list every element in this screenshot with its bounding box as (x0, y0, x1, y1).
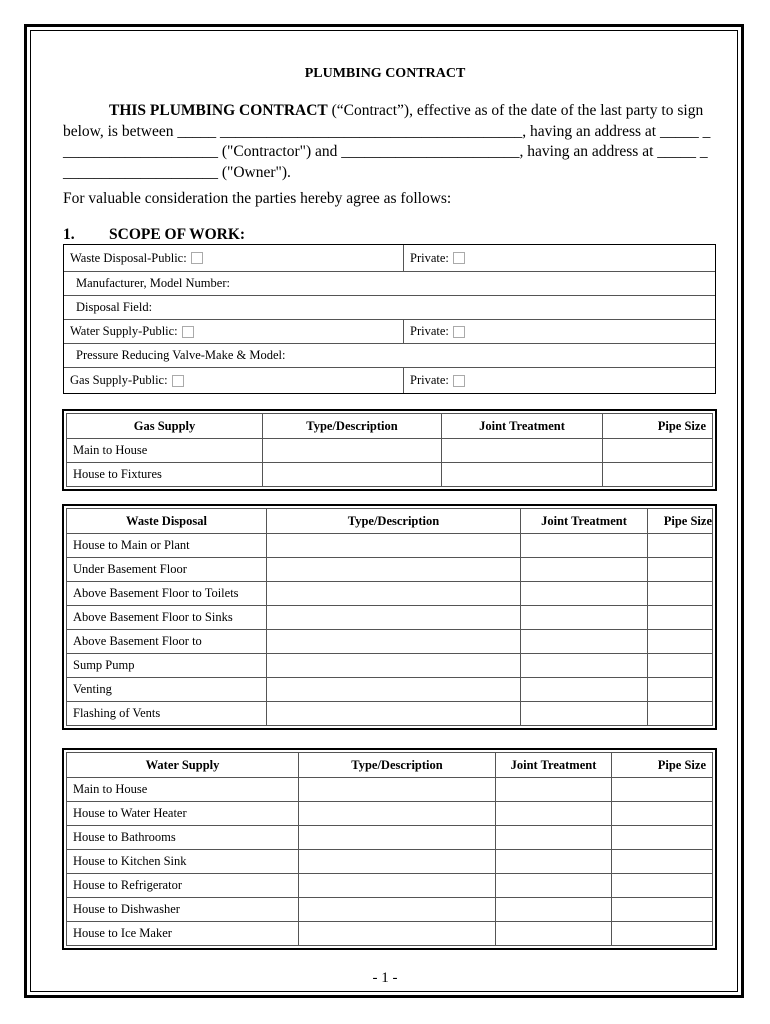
table-row (67, 463, 713, 487)
gas-row-label: House to Fixtures (67, 463, 263, 487)
water-header-category: Water Supply (67, 753, 299, 778)
disposal-field-input[interactable]: Disposal Field: (76, 300, 153, 314)
page-number: - 1 - (372, 970, 398, 986)
pipe-size-cell[interactable] (612, 850, 713, 874)
water-row-label: House to Refrigerator (67, 874, 299, 898)
type-description-cell[interactable] (267, 678, 521, 702)
type-description-cell[interactable] (263, 439, 442, 463)
type-description-cell[interactable] (267, 534, 521, 558)
table-row (67, 802, 713, 826)
table-row (67, 558, 713, 582)
joint-treatment-cell[interactable] (496, 802, 612, 826)
water-private-label: Private: (410, 324, 449, 338)
table-row (67, 630, 713, 654)
waste-private-checkbox[interactable] (453, 252, 465, 264)
type-description-cell[interactable] (299, 802, 496, 826)
water-private-checkbox[interactable] (453, 326, 465, 338)
water-public-checkbox[interactable] (182, 326, 194, 338)
water-row-label: Main to House (67, 778, 299, 802)
gas-private-label: Private: (410, 373, 449, 387)
water-row-label: House to Water Heater (67, 802, 299, 826)
joint-treatment-cell[interactable] (521, 582, 648, 606)
table-row (67, 702, 713, 726)
section-1-number: 1. (63, 226, 75, 243)
gas-row-label: Main to House (67, 439, 263, 463)
pipe-size-cell[interactable] (603, 463, 713, 487)
gas-header-category: Gas Supply (67, 414, 263, 439)
scope-cell-waste-public (64, 245, 404, 271)
water-row-label: House to Bathrooms (67, 826, 299, 850)
waste-header-pipe-size: Pipe Size (648, 509, 713, 534)
scope-cell-water-private (404, 320, 715, 343)
joint-treatment-cell[interactable] (521, 654, 648, 678)
waste-row-label: Venting (67, 678, 267, 702)
pipe-size-cell[interactable] (648, 678, 713, 702)
type-description-cell[interactable] (263, 463, 442, 487)
water-table-header-row (67, 753, 713, 778)
pipe-size-cell[interactable] (603, 439, 713, 463)
joint-treatment-cell[interactable] (496, 874, 612, 898)
intro-line-3[interactable]: ____________________ ("Contractor") and _______________________, having an address at _____ _ (63, 143, 708, 160)
joint-treatment-cell[interactable] (496, 826, 612, 850)
joint-treatment-cell[interactable] (521, 702, 648, 726)
intro-line-1 (63, 101, 713, 122)
type-description-cell[interactable] (267, 630, 521, 654)
joint-treatment-cell[interactable] (496, 778, 612, 802)
table-row (67, 922, 713, 946)
waste-row-label: Above Basement Floor to (67, 630, 267, 654)
waste-header-joint: Joint Treatment (521, 509, 648, 534)
type-description-cell[interactable] (267, 582, 521, 606)
intro-bold-phrase: THIS PLUMBING CONTRACT (109, 102, 328, 119)
gas-header-type: Type/Description (263, 414, 442, 439)
pipe-size-cell[interactable] (648, 558, 713, 582)
type-description-cell[interactable] (267, 558, 521, 582)
water-header-joint: Joint Treatment (496, 753, 612, 778)
water-header-pipe-size: Pipe Size (612, 753, 713, 778)
gas-table-header-row (67, 414, 713, 439)
gas-supply-table (62, 409, 717, 491)
type-description-cell[interactable] (267, 606, 521, 630)
intro-line-2[interactable]: below, is between _____ _______________________________________, having an address at _____ _ (63, 122, 711, 140)
pressure-valve-field[interactable]: Pressure Reducing Valve-Make & Model: (76, 348, 286, 362)
waste-row-label: Above Basement Floor to Toilets (67, 582, 267, 606)
table-row (67, 678, 713, 702)
pipe-size-cell[interactable] (648, 702, 713, 726)
pipe-size-cell[interactable] (612, 898, 713, 922)
pipe-size-cell[interactable] (648, 630, 713, 654)
joint-treatment-cell[interactable] (521, 678, 648, 702)
type-description-cell[interactable] (299, 850, 496, 874)
pipe-size-cell[interactable] (648, 534, 713, 558)
scope-cell-waste-private (404, 245, 715, 271)
pipe-size-cell[interactable] (612, 874, 713, 898)
table-row (67, 534, 713, 558)
intro-line-1-rest: (“Contract”), effective as of the date of the last party to sign (327, 102, 704, 119)
waste-row-label: Sump Pump (67, 654, 267, 678)
gas-header-pipe-size: Pipe Size (603, 414, 713, 439)
scope-of-work-table (63, 244, 716, 394)
consideration-text: For valuable consideration the parties hereby agree as follows: (63, 190, 452, 207)
water-row-label: House to Dishwasher (67, 898, 299, 922)
waste-row-label: Above Basement Floor to Sinks (67, 606, 267, 630)
waste-public-checkbox[interactable] (191, 252, 203, 264)
intro-line-4[interactable]: ____________________ ("Owner"). (63, 163, 291, 181)
table-row (67, 439, 713, 463)
section-1-heading (63, 226, 245, 244)
joint-treatment-cell[interactable] (442, 439, 603, 463)
type-description-cell[interactable] (267, 702, 521, 726)
pipe-size-cell[interactable] (648, 654, 713, 678)
table-row (67, 654, 713, 678)
joint-treatment-cell[interactable] (496, 922, 612, 946)
waste-private-label: Private: (410, 250, 449, 265)
table-row (67, 582, 713, 606)
scope-cell-gas-public (64, 368, 404, 393)
table-row (67, 874, 713, 898)
pipe-size-cell[interactable] (612, 922, 713, 946)
scope-row-disposal-field (64, 295, 715, 319)
joint-treatment-cell[interactable] (442, 463, 603, 487)
water-row-label: House to Kitchen Sink (67, 850, 299, 874)
joint-treatment-cell[interactable] (521, 606, 648, 630)
waste-disposal-table (62, 504, 717, 730)
pipe-size-cell[interactable] (612, 778, 713, 802)
intro-paragraph (63, 101, 713, 183)
section-1-title: SCOPE OF WORK: (109, 226, 246, 243)
pipe-size-cell[interactable] (648, 582, 713, 606)
manufacturer-field[interactable]: Manufacturer, Model Number: (76, 276, 230, 290)
waste-table-header-row (67, 509, 713, 534)
scope-cell-water-public (64, 320, 404, 343)
type-description-cell[interactable] (299, 826, 496, 850)
type-description-cell[interactable] (299, 922, 496, 946)
waste-row-label: Under Basement Floor (67, 558, 267, 582)
joint-treatment-cell[interactable] (496, 850, 612, 874)
table-row (67, 778, 713, 802)
joint-treatment-cell[interactable] (521, 534, 648, 558)
gas-public-label: Gas Supply-Public: (70, 373, 168, 387)
waste-header-type: Type/Description (267, 509, 521, 534)
gas-private-checkbox[interactable] (453, 375, 465, 387)
table-row (67, 898, 713, 922)
waste-row-label: Flashing of Vents (67, 702, 267, 726)
joint-treatment-cell[interactable] (521, 630, 648, 654)
water-row-label: House to Ice Maker (67, 922, 299, 946)
joint-treatment-cell[interactable] (496, 898, 612, 922)
waste-public-label: Waste Disposal-Public: (70, 250, 187, 265)
table-row (67, 826, 713, 850)
waste-row-label: House to Main or Plant (67, 534, 267, 558)
type-description-cell[interactable] (299, 898, 496, 922)
scope-cell-gas-private (404, 368, 715, 393)
joint-treatment-cell[interactable] (521, 558, 648, 582)
scope-row-pressure-valve (64, 343, 715, 367)
pipe-size-cell[interactable] (612, 802, 713, 826)
table-row (67, 850, 713, 874)
scope-row-manufacturer (64, 271, 715, 295)
table-row (67, 606, 713, 630)
waste-header-category: Waste Disposal (67, 509, 267, 534)
gas-header-joint: Joint Treatment (442, 414, 603, 439)
scope-row-waste (64, 245, 715, 271)
gas-public-checkbox[interactable] (172, 375, 184, 387)
pipe-size-cell[interactable] (648, 606, 713, 630)
type-description-cell[interactable] (299, 874, 496, 898)
water-public-label: Water Supply-Public: (70, 324, 178, 338)
document-title: PLUMBING CONTRACT (304, 66, 466, 81)
pipe-size-cell[interactable] (612, 826, 713, 850)
water-header-type: Type/Description (299, 753, 496, 778)
scope-row-gas (64, 367, 715, 393)
type-description-cell[interactable] (299, 778, 496, 802)
scope-row-water (64, 319, 715, 343)
type-description-cell[interactable] (267, 654, 521, 678)
water-supply-table (62, 748, 717, 950)
